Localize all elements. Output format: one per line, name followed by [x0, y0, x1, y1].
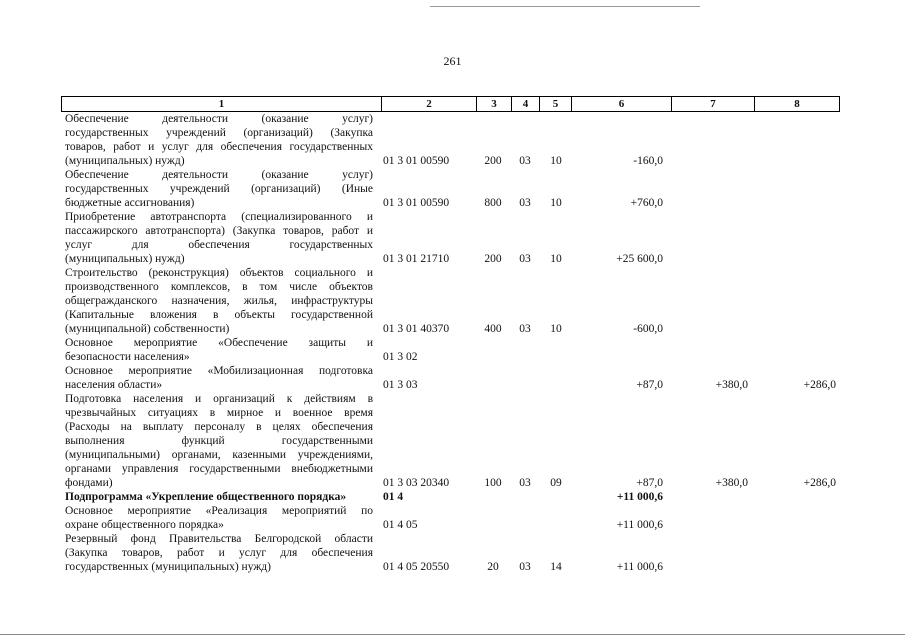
row-col6: +87,0 — [636, 477, 663, 489]
table-header — [61, 96, 840, 112]
row-col8: +286,0 — [803, 477, 836, 489]
row-name-line: фондами) — [65, 477, 113, 489]
row-col8: +286,0 — [803, 379, 836, 391]
row-name-line: охране общественного порядка» — [65, 519, 224, 531]
row-code: 01 3 03 — [383, 379, 418, 391]
row-col7: +380,0 — [715, 477, 748, 489]
header-col-7: 7 — [672, 97, 755, 111]
row-name-line: государственных учреждений (организаций) (Закупка — [65, 127, 373, 139]
header-col-8: 8 — [794, 98, 800, 110]
row-pr: 10 — [550, 323, 562, 335]
row-rz: 03 — [519, 561, 531, 573]
row-name-line: товаров, работ и услуг для обеспечения государственных — [65, 141, 373, 153]
header-col-6: 6 — [572, 97, 672, 111]
row-col6: +11 000,6 — [616, 561, 663, 573]
row-name-line: бюджетные ассигнования) — [65, 197, 195, 209]
row-name-line: Приобретение автотранспорта (специализированного и — [65, 211, 373, 223]
row-name — [65, 532, 373, 574]
row-vr: 200 — [484, 253, 502, 265]
row-vr: 400 — [484, 323, 502, 335]
row-vr: 100 — [484, 477, 502, 489]
page-number: 261 — [443, 54, 462, 68]
row-name — [65, 168, 373, 210]
row-name — [65, 210, 373, 266]
row-pr: 10 — [550, 155, 562, 167]
row-name-line: (муниципальными) органами, казенными учреждениями, — [65, 449, 373, 461]
row-pr: 10 — [550, 197, 562, 209]
row-name — [65, 266, 373, 336]
header-col-2: 2 — [382, 97, 477, 111]
row-name-line: государственных учреждений (организаций) (Иные — [65, 183, 373, 195]
row-pr: 10 — [550, 253, 562, 265]
row-name-line: (муниципальных) нужд) — [65, 155, 185, 167]
row-name-line: Подпрограмма «Укрепление общественного порядка» — [65, 491, 347, 503]
row-name — [65, 490, 373, 504]
row-vr: 800 — [484, 197, 502, 209]
top-rule — [430, 6, 700, 7]
row-code: 01 3 03 20340 — [383, 477, 450, 489]
row-name — [65, 504, 373, 532]
row-col7: +380,0 — [715, 379, 748, 391]
row-col6: +87,0 — [636, 379, 663, 391]
row-name-line: выполнения функций государственными — [65, 435, 373, 447]
header-col-4: 4 — [512, 97, 540, 111]
row-col6: +760,0 — [630, 197, 663, 209]
row-code: 01 3 01 00590 — [383, 155, 450, 167]
row-col6: -600,0 — [633, 323, 663, 335]
row-vr: 20 — [487, 561, 499, 573]
row-name-line: Резервный фонд Правительства Белгородской области — [65, 533, 373, 545]
row-name-line: безопасности населения» — [65, 351, 190, 363]
row-name-line: Основное мероприятие «Обеспечение защиты и — [65, 337, 373, 349]
row-name-line: (Капитальные вложения в объекты государственной — [65, 309, 373, 321]
row-rz: 03 — [519, 253, 531, 265]
row-name-line: Обеспечение деятельности (оказание услуг) — [65, 169, 373, 181]
header-col-1: 1 — [62, 97, 382, 111]
row-name-line: Основное мероприятие «Реализация мероприятий по — [65, 505, 373, 517]
row-name-line: чрезвычайных ситуациях в мирное и военное время — [65, 407, 373, 419]
row-name-line: (Расходы на выплату персоналу в целях обеспечения — [65, 421, 373, 433]
row-pr: 09 — [550, 477, 562, 489]
row-col6: -160,0 — [633, 155, 663, 167]
row-name-line: населения области» — [65, 379, 163, 391]
row-name-line: Подготовка населения и организаций к действиям в — [65, 393, 373, 405]
row-code: 01 4 05 — [383, 519, 418, 531]
row-rz: 03 — [519, 323, 531, 335]
row-code: 01 3 01 00590 — [383, 197, 450, 209]
row-name — [65, 392, 373, 490]
row-name — [65, 364, 373, 392]
row-code: 01 4 — [383, 491, 404, 503]
row-rz: 03 — [519, 477, 531, 489]
row-code: 01 3 01 40370 — [383, 323, 450, 335]
row-name-line: Строительство (реконструкция) объектов социального и — [65, 267, 373, 279]
row-name-line: Обеспечение деятельности (оказание услуг) — [65, 113, 373, 125]
row-name-line: производственного комплексов, в том числе объектов — [65, 281, 373, 293]
row-name-line: (Закупка товаров, работ и услуг для обеспечения — [65, 547, 373, 559]
header-col-3: 3 — [477, 97, 512, 111]
row-code: 01 3 02 — [383, 351, 418, 363]
row-name — [65, 336, 373, 364]
row-rz: 03 — [519, 155, 531, 167]
row-code: 01 3 01 21710 — [383, 253, 450, 265]
row-name-line: (муниципальной) собственности) — [65, 323, 230, 335]
row-vr: 200 — [484, 155, 502, 167]
row-name-line: услуг для обеспечения государственных — [65, 239, 373, 251]
row-name-line: общегражданского назначения, жилья, инфраструктуры — [65, 295, 373, 307]
header-col-5: 5 — [540, 97, 572, 111]
row-name-line: органами управления государственными внебюджетными — [65, 463, 373, 475]
row-name-line: государственных (муниципальных) нужд) — [65, 561, 271, 573]
row-col6: +25 600,0 — [616, 253, 663, 265]
row-name-line: Основное мероприятие «Мобилизационная подготовка — [65, 365, 373, 377]
row-code: 01 4 05 20550 — [383, 561, 450, 573]
row-name-line: пассажирского автотранспорта) (Закупка товаров, работ и — [65, 225, 373, 237]
row-pr: 14 — [550, 561, 562, 573]
bottom-rule — [0, 634, 905, 635]
row-col6: +11 000,6 — [616, 491, 663, 503]
row-rz: 03 — [519, 197, 531, 209]
row-name — [65, 112, 373, 168]
row-name-line: (муниципальных) нужд) — [65, 253, 185, 265]
row-col6: +11 000,6 — [616, 519, 663, 531]
